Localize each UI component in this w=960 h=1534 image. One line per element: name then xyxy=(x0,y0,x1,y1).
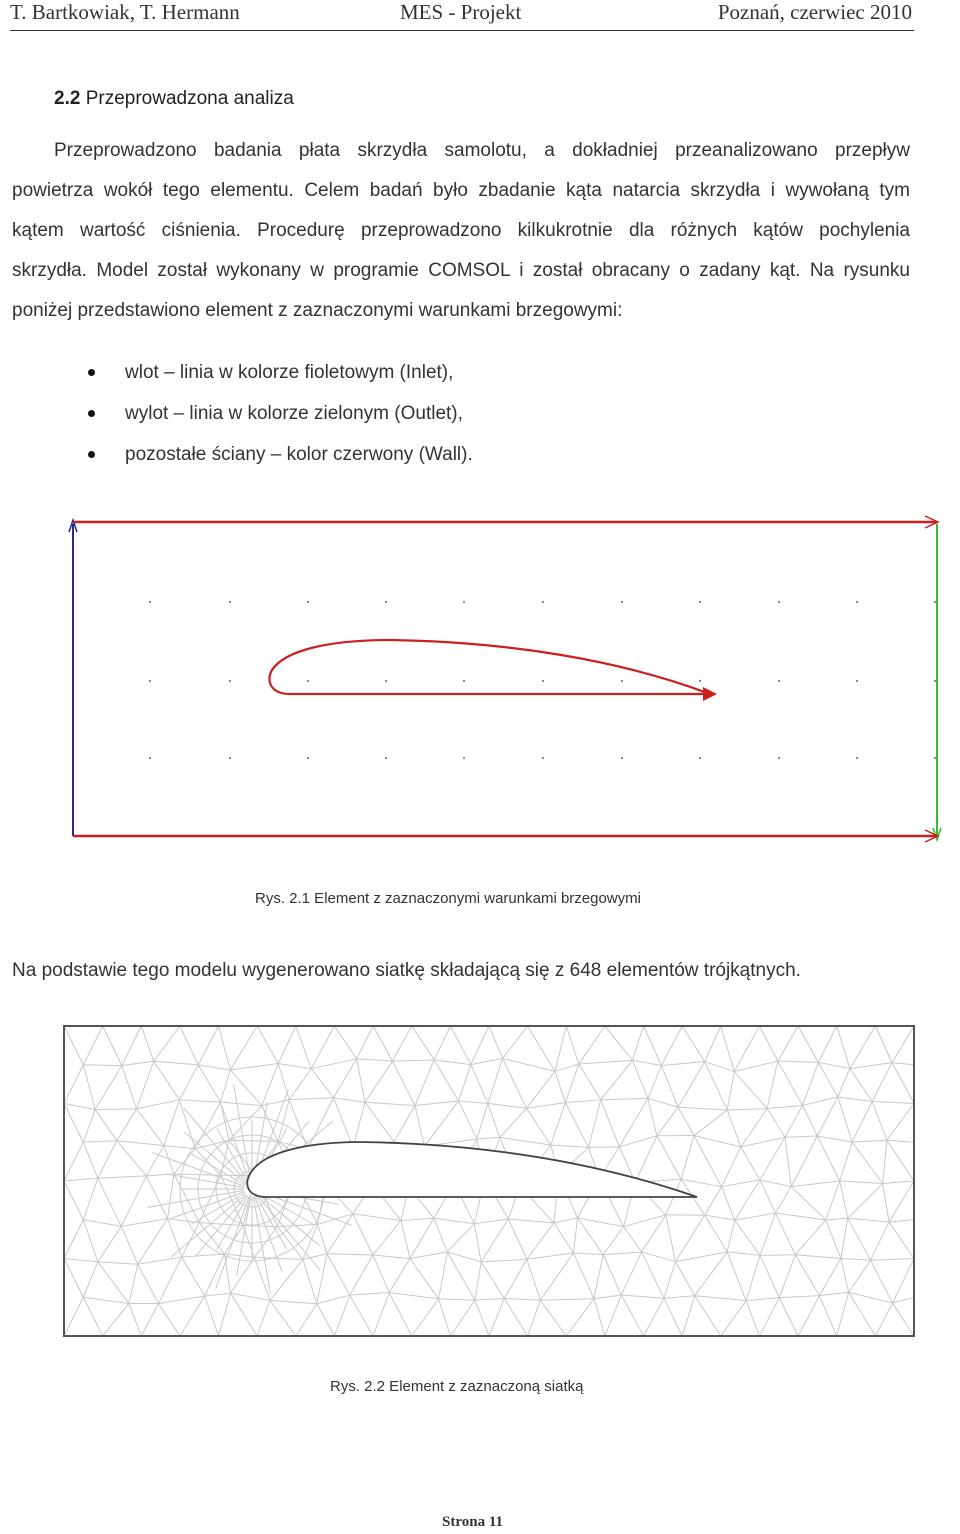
grid-dot xyxy=(778,757,780,759)
grid-dot xyxy=(307,757,309,759)
section-title: Przeprowadzona analiza xyxy=(85,88,294,109)
grid-dot xyxy=(934,601,936,603)
airfoil-arrow xyxy=(703,687,717,701)
section-number: 2.2 xyxy=(54,88,81,109)
paragraph-line: skrzydła. Model został wykonany w programie COMSOL i został obracany o zadany kąt. Na rysunku xyxy=(12,260,910,281)
grid-dot xyxy=(149,601,151,603)
header-rule xyxy=(10,30,914,31)
grid-dot xyxy=(542,601,544,603)
header-project: MES - Projekt xyxy=(400,0,522,24)
grid-dot xyxy=(542,680,544,682)
grid-dot xyxy=(856,680,858,682)
mesh-description: Na podstawie tego modelu wygenerowano siatkę składającą się z 648 elementów trójkątnych. xyxy=(12,960,801,981)
page-number-label: Strona 11 xyxy=(436,1514,509,1530)
grid-dot xyxy=(699,601,701,603)
grid-dot xyxy=(385,680,387,682)
bullet-inlet: wlot – linia w kolorze fioletowym (Inlet), xyxy=(84,352,473,393)
paragraph-line: Przeprowadzono badania płata skrzydła samolotu, a dokładniej przeanalizowano przepływ xyxy=(54,140,910,161)
boundary-conditions-list xyxy=(84,352,473,475)
grid-dot xyxy=(621,680,623,682)
paragraph-line: kątem wartość ciśnienia. Procedurę przeprowadzono kilkukrotnie dla różnych kątów pochylenia xyxy=(12,220,910,241)
grid-dot xyxy=(699,680,701,682)
grid-dot xyxy=(385,757,387,759)
grid-dot xyxy=(699,757,701,759)
mesh-edge xyxy=(589,1147,620,1148)
grid-dot xyxy=(385,601,387,603)
grid-dot xyxy=(229,757,231,759)
grid-dot xyxy=(307,601,309,603)
grid-dots xyxy=(149,601,936,759)
mesh-edge xyxy=(95,1109,136,1110)
grid-dot xyxy=(856,601,858,603)
mesh-edge xyxy=(760,1255,795,1256)
grid-dot xyxy=(463,680,465,682)
bullet-outlet: wylot – linia w kolorze zielonym (Outlet), xyxy=(84,393,473,434)
grid-dot xyxy=(621,757,623,759)
page-number xyxy=(415,1514,530,1531)
grid-dot xyxy=(934,680,936,682)
figure1-caption: Rys. 2.1 Element z zaznaczonymi warunkami brzegowymi xyxy=(255,890,641,907)
paragraph-line: poniżej przedstawiono element z zaznaczonymi warunkami brzegowymi: xyxy=(12,300,623,321)
section-heading xyxy=(54,88,294,110)
paragraph-line: powietrza wokół tego elementu. Celem badań było zbadanie kąta natarcia skrzydła i wywołaną tym xyxy=(12,180,910,201)
grid-dot xyxy=(229,601,231,603)
grid-dot xyxy=(778,601,780,603)
grid-dot xyxy=(856,757,858,759)
figure2-caption: Rys. 2.2 Element z zaznaczoną siatką xyxy=(330,1378,584,1395)
header-place-date: Poznań, czerwiec 2010 xyxy=(717,0,912,24)
grid-dot xyxy=(463,601,465,603)
header-authors: T. Bartkowiak, T. Hermann xyxy=(10,0,240,24)
grid-dot xyxy=(934,757,936,759)
airfoil-outline xyxy=(269,640,710,694)
intro-paragraph xyxy=(12,131,910,331)
bullet-wall: pozostałe ściany – kolor czerwony (Wall). xyxy=(84,434,473,475)
grid-dot xyxy=(229,680,231,682)
mesh-figure xyxy=(62,1024,918,1340)
grid-dot xyxy=(542,757,544,759)
grid-dot xyxy=(149,757,151,759)
grid-dot xyxy=(307,680,309,682)
boundary-conditions-figure xyxy=(60,510,950,850)
grid-dot xyxy=(149,680,151,682)
grid-dot xyxy=(463,757,465,759)
grid-dot xyxy=(778,680,780,682)
grid-dot xyxy=(621,601,623,603)
